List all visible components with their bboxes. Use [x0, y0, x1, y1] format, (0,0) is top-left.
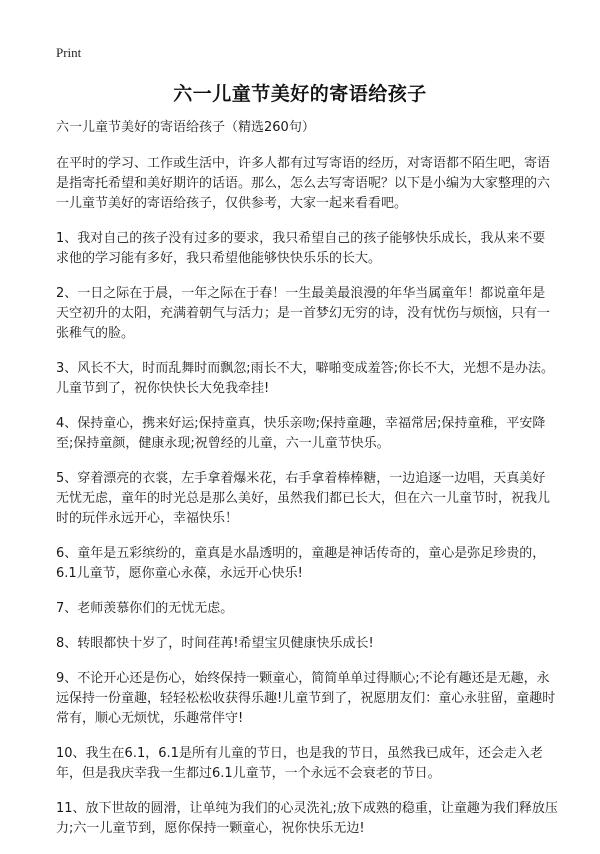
blessing-item-6: 6、童年是五彩缤纷的，童真是水晶透明的，童趣是神话传奇的，童心是弥足珍贵的，6.1儿童节，愿你童心永葆，永远开心快乐! — [56, 546, 546, 581]
article-body — [56, 118, 558, 854]
blessing-item-1: 1、我对自己的孩子没有过多的要求，我只希望自己的孩子能够快乐成长，我从来不要求他的学习能有多好，我只希望他能够快快乐乐的长大。 — [56, 231, 546, 266]
blessing-item-3: 3、风长不大，时而乱舞时而飘忽;雨长不大，噼啪变成羞答;你长不大，光想不是办法。儿童节到了，祝你快快长大免我牵挂! — [56, 361, 555, 396]
article-subtitle: 六一儿童节美好的寄语给孩子（精选260句） — [56, 120, 315, 135]
blessing-item-7: 7、老师羡慕你们的无忧无虑。 — [56, 601, 234, 616]
blessing-item-10: 10、我生在6.1，6.1是所有儿童的节日，也是我的节日，虽然我已成年，还会走入老年，但是我庆幸我一生都过6.1儿童节，一个永远不会衰老的节日。 — [56, 746, 543, 781]
print-link[interactable]: Print — [56, 45, 82, 60]
blessing-item-8: 8、转眼都快十岁了，时间荏苒!希望宝贝健康快乐成长! — [56, 636, 374, 651]
blessing-item-5: 5、穿着漂亮的衣裳，左手拿着爆米花，右手拿着棒棒糖，一边追逐一边唱，天真美好无忧无虑，童年的时光总是那么美好，虽然我们都已长大，但在六一儿童节时，祝我儿时的玩伴永远开心，幸福快乐！ — [56, 471, 551, 526]
blessing-item-4: 4、保持童心，携来好运;保持童真，快乐亲吻;保持童趣，幸福常居;保持童稚，平安降至;保持童颜，健康永现;祝曾经的儿童，六一儿童节快乐。 — [56, 416, 546, 451]
blessing-item-11: 11、放下世故的圆滑，让单纯为我们的心灵洗礼;放下成熟的稳重，让童趣为我们释放压力;六一儿童节到，愿你保持一颗童心，祝你快乐无边! — [56, 801, 558, 836]
page-title: 六一儿童节美好的寄语给孩子 — [173, 83, 427, 105]
article-intro: 在平时的学习、工作或生活中，许多人都有过写寄语的经历，对寄语都不陌生吧，寄语是指寄托希望和美好期许的话语。那么，怎么去写寄语呢？以下是小编为大家整理的六一儿童节美好的寄语给孩子，仅供参考，大家一起来看看吧。 — [56, 156, 551, 211]
blessing-item-2: 2、一日之际在于晨，一年之际在于春！一生最美最浪漫的年华当属童年！都说童年是天空初升的太阳，充满着朝气与活力；是一首梦幻无穷的诗，没有忧伤与烦恼，只有一张稚气的脸。 — [56, 286, 551, 341]
blessing-item-9: 9、不论开心还是伤心，始终保持一颗童心，简简单单过得顺心;不论有趣还是无趣，永远保持一份童趣，轻轻松松收获得乐趣!儿童节到了，祝愿朋友们：童心永驻留，童趣时常有，顺心无烦忧，乐趣常伴守! — [56, 671, 556, 726]
